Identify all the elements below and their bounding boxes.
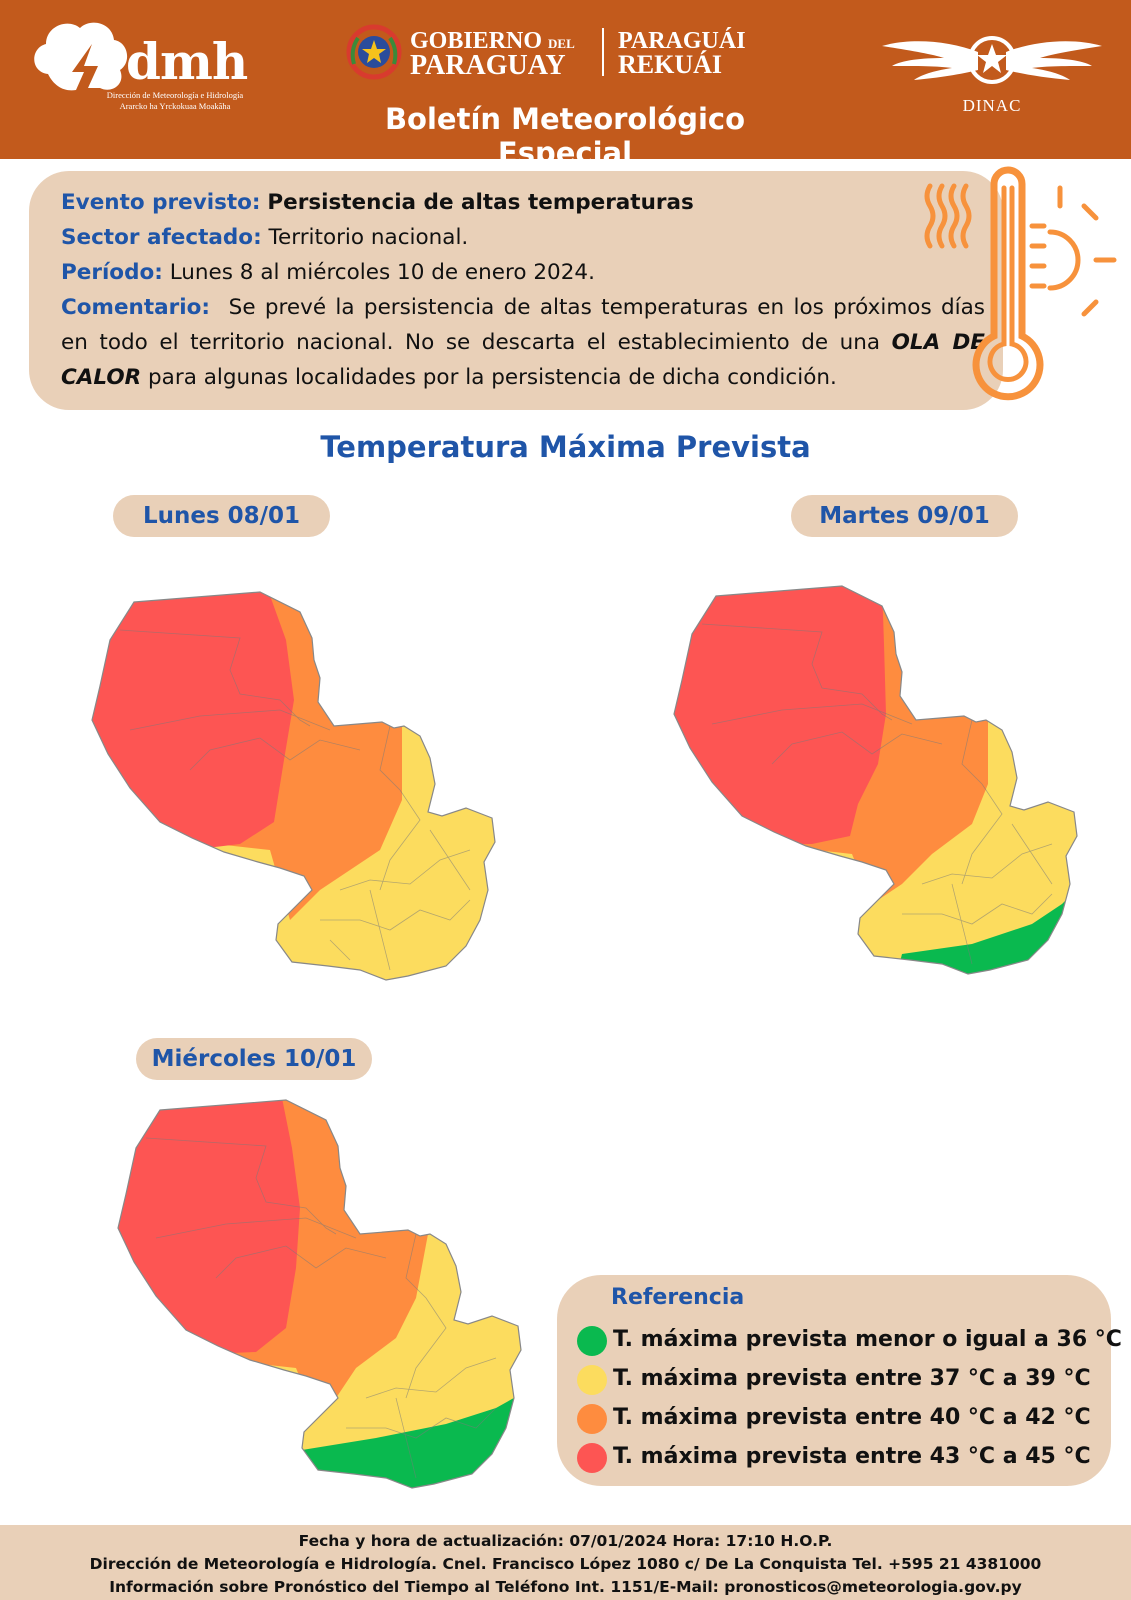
periodo-row (61, 255, 985, 290)
evento-row (61, 185, 985, 220)
dinac-logo (878, 22, 1106, 122)
winged-emblem-icon (878, 22, 1106, 98)
dmh-logo (28, 14, 248, 114)
comentario-label: Comentario: (61, 295, 210, 320)
map-tuesday (672, 584, 1082, 994)
legend-dot-green (577, 1326, 607, 1356)
logo-divider (602, 28, 604, 76)
section-title: Temperatura Máxima Prevista (320, 430, 811, 464)
map-wednesday (116, 1098, 526, 1508)
legend-dot-yellow (577, 1365, 607, 1395)
periodo-value: Lunes 8 al miércoles 10 de enero 2024. (169, 260, 595, 285)
ola-de-calor-emphasis: OLA DE CALOR (61, 330, 985, 390)
legend-panel (557, 1275, 1122, 1486)
legend-dot-red (577, 1443, 607, 1473)
lightning-cloud-icon (28, 14, 138, 100)
legend-title: Referencia (611, 1285, 745, 1310)
dmh-logo-text: dmh (126, 32, 248, 91)
evento-label: Evento previsto: (61, 190, 261, 215)
paraguai-line: PARAGUÁI (618, 28, 746, 54)
national-seal-icon (346, 24, 402, 80)
legend-label-orange: T. máxima prevista entre 40 °C a 42 °C (613, 1405, 1091, 1430)
periodo-label: Período: (61, 260, 163, 285)
sector-value: Territorio nacional. (268, 225, 469, 250)
dmh-subtitle (80, 90, 270, 112)
dinac-text: DINAC (962, 96, 1022, 115)
map-tuesday-zone-red (672, 584, 886, 844)
event-info-panel (29, 171, 1003, 410)
evento-value: Persistencia de altas temperaturas (267, 190, 694, 215)
comentario-text-2: para algunas localidades por la persistencia de dicha condición. (148, 365, 837, 390)
gobierno-line-2: PARAGUAY (410, 50, 566, 81)
gobierno-line-1: GOBIERNO DEL (410, 28, 575, 54)
legend-label-yellow: T. máxima prevista entre 37 °C a 39 °C (613, 1366, 1091, 1391)
gobierno-logo (346, 24, 766, 86)
footer-contact: Información sobre Pronóstico del Tiempo al Teléfono Int. 1151/E-Mail: pronosticos@meteorologia.gov.py (109, 1578, 1022, 1596)
map-monday (90, 590, 500, 1000)
day-label-monday: Lunes 08/01 (113, 495, 330, 537)
dmh-subtitle-line-1: Dirección de Meteorología e Hidrología (106, 90, 244, 100)
legend-dot-orange (577, 1404, 607, 1434)
footer-address: Dirección de Meteorología e Hidrología. Cnel. Francisco López 1080 c/ De La Conquista Tel. +595 21 4381000 (89, 1555, 1042, 1573)
rekuai-line: REKUÁI (618, 50, 723, 79)
bulletin-title: Boletín Meteorológico Especial (384, 102, 746, 170)
thermometer-sun-icon (920, 166, 1131, 411)
map-monday-zone-red (90, 590, 294, 850)
footer-update-time: Fecha y hora de actualización: 07/01/2024 Hora: 17:10 H.O.P. (298, 1532, 833, 1550)
comentario-text-1: Se prevé la persistencia de altas temperaturas en los próximos días en todo el territorio nacional. No se descarta el establecimiento de una (61, 295, 985, 355)
footer (0, 1525, 1131, 1600)
comentario-row (61, 290, 985, 395)
legend-label-green: T. máxima prevista menor o igual a 36 °C (613, 1327, 1122, 1352)
sector-row (61, 220, 985, 255)
sector-label: Sector afectado: (61, 225, 262, 250)
legend-label-red: T. máxima prevista entre 43 °C a 45 °C (613, 1444, 1091, 1469)
day-label-tuesday: Martes 09/01 (791, 495, 1018, 537)
day-label-wednesday: Miércoles 10/01 (136, 1038, 372, 1080)
dmh-subtitle-line-2: Ararcko ha Yrckokuaa Moakãha (119, 101, 231, 111)
header-banner (0, 0, 1131, 170)
